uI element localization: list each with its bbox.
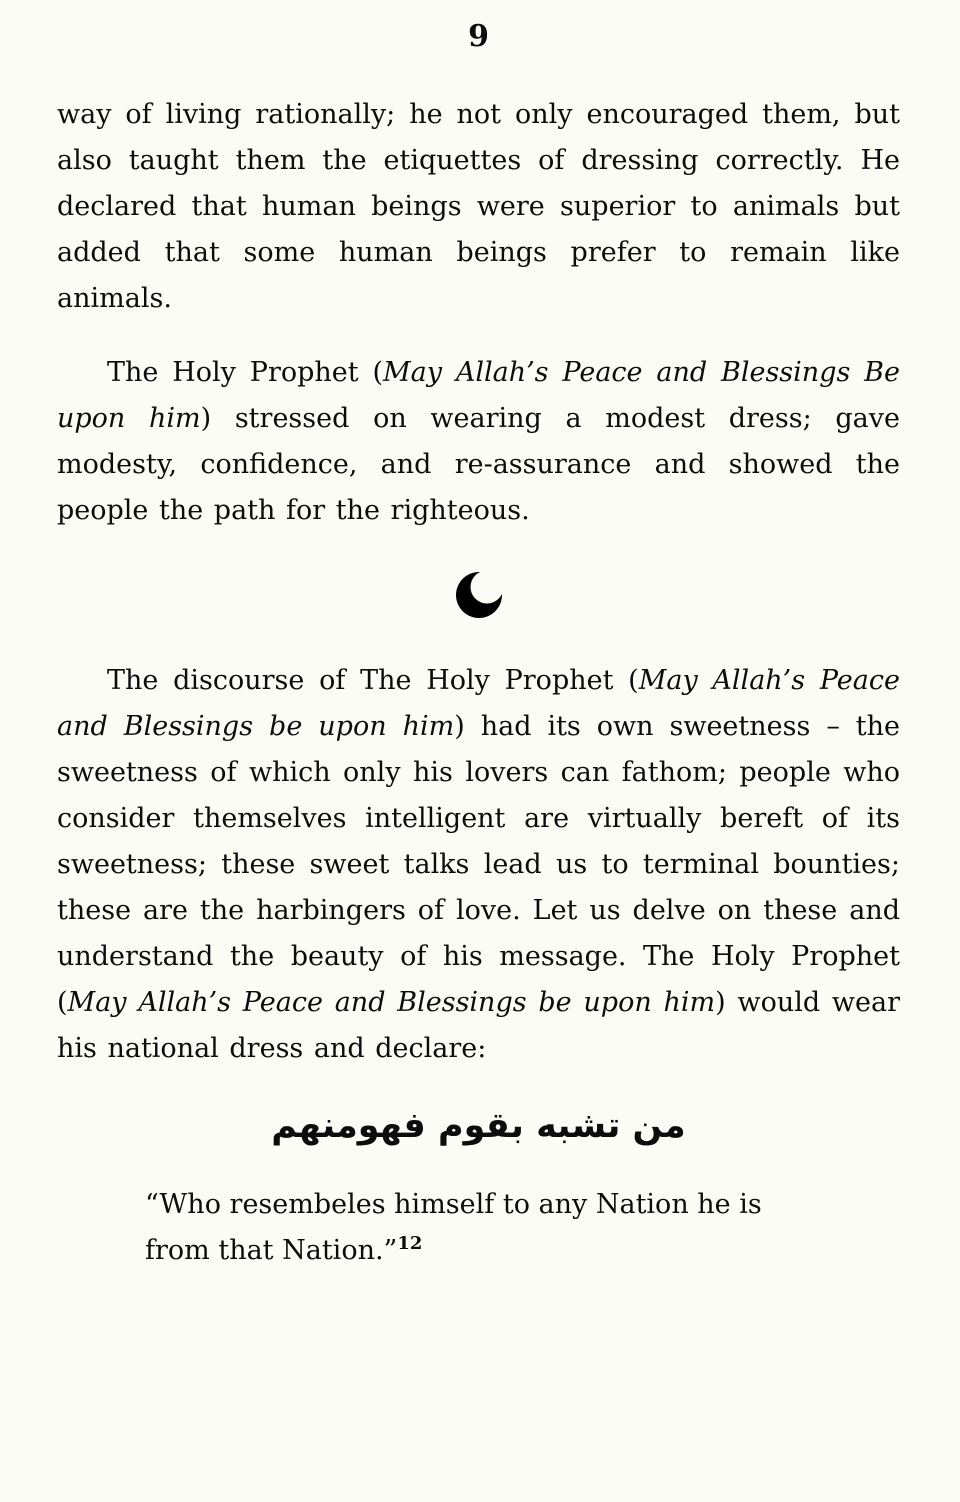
section-divider bbox=[57, 568, 900, 620]
paragraph-text: ) stressed on wearing a modest dress; gave modesty, confidence, and re-assurance and showed the people the path for the righteous. bbox=[57, 403, 900, 526]
hadith-translation-quote bbox=[145, 1182, 830, 1274]
paragraph-text: The Holy Prophet ( bbox=[107, 357, 383, 388]
crescent-moon-icon bbox=[453, 568, 505, 587]
paragraph-text: way of living rationally; he not only encouraged them, but also taught them the etiquettes of dressing correctly. He declared that human beings were superior to animals but added that some human beings prefer to remain like animals. bbox=[57, 99, 900, 314]
paragraph-text-italic: May Allah’s Peace and Blessings Be upon him bbox=[57, 357, 901, 434]
paragraph-continuation bbox=[57, 92, 900, 322]
paragraph-text: The discourse of The Holy Prophet ( bbox=[107, 665, 639, 696]
paragraph-text: ) had its own sweetness – the sweetness of which only his lovers can fathom; people who consider themselves intelligent are virtually bereft of its sweetness; these sweet talks lead us to terminal bounties; these are the harbingers of love. Let us delve on these and understand the beauty of his message. The Holy Prophet ( bbox=[57, 711, 901, 1018]
paragraph-discourse bbox=[57, 658, 900, 1072]
paragraph-text-italic: May Allah’s Peace and Blessings be upon him bbox=[67, 987, 716, 1018]
quote-text: “Who resembeles himself to any Nation he is from that Nation.” bbox=[145, 1189, 762, 1266]
footnote-reference: 12 bbox=[397, 1233, 423, 1254]
arabic-hadith-text: من تشبه بقوم فهومنهم bbox=[271, 1106, 686, 1146]
paragraph-text: ) would wear his national dress and declare: bbox=[57, 987, 900, 1064]
paragraph-text-italic: May Allah’s Peace and Blessings be upon him bbox=[57, 665, 900, 742]
paragraph-holy-prophet-dress bbox=[57, 350, 900, 534]
page-number: 9 bbox=[468, 19, 489, 54]
